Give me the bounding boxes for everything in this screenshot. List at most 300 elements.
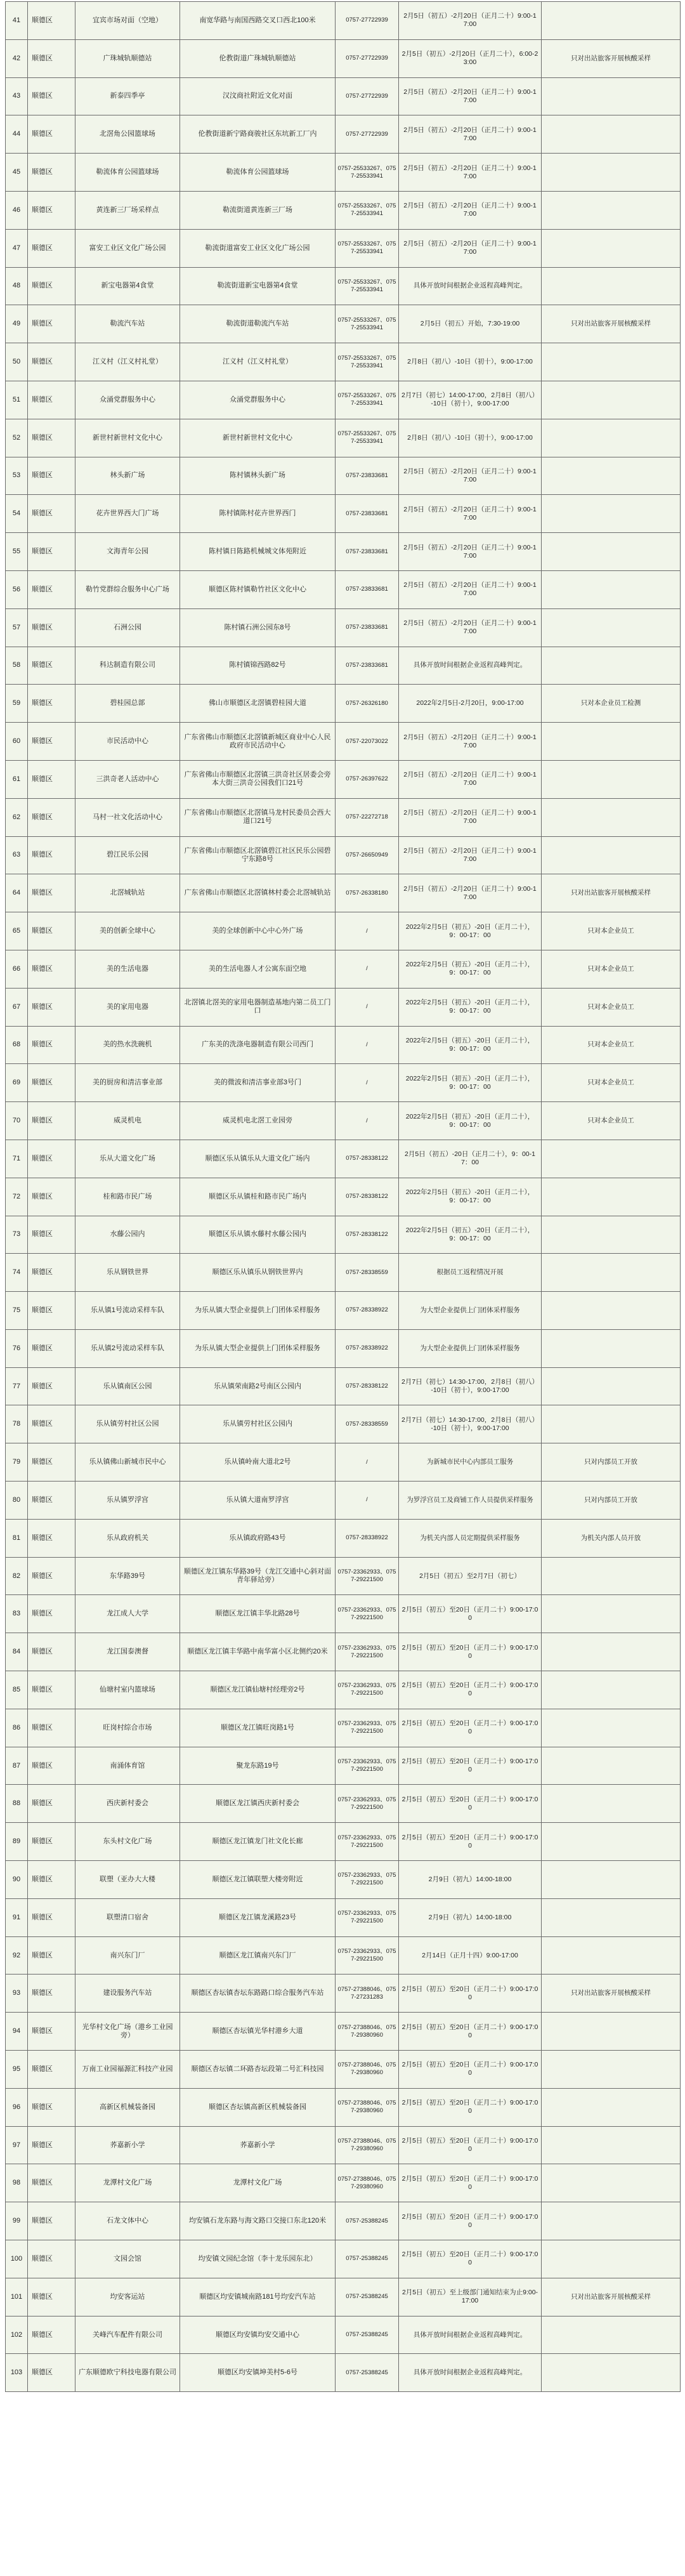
table-row (6, 2, 681, 40)
cell-phone: 0757-26650949 (336, 836, 399, 874)
cell-open-time: 2月5日（初五）-20日（正月二十），9：00-17：00 (399, 1140, 542, 1178)
cell-address: 乐从镇大道南罗浮宫 (180, 1482, 336, 1520)
table-row (6, 1633, 681, 1671)
cell-address: 江义村（江义村礼堂） (180, 343, 336, 381)
cell-phone: 0757-25388245 (336, 2278, 399, 2316)
cell-note (542, 2126, 681, 2164)
cell-site-name: 美的创新全球中心 (75, 912, 180, 950)
cell-open-time: 2月5日（初五）至20日（正月二十）9:00-17:00 (399, 2051, 542, 2089)
cell-phone: 0757-23362933、0757-29221500 (336, 1785, 399, 1823)
cell-phone: / (336, 1064, 399, 1102)
cell-site-name: 石龙文体中心 (75, 2202, 180, 2240)
cell-row-number: 83 (6, 1595, 28, 1633)
cell-row-number: 103 (6, 2354, 28, 2392)
cell-site-name: 乐从镇罗浮宫 (75, 1482, 180, 1520)
cell-phone: 0757-25388245 (336, 2202, 399, 2240)
cell-open-time: 2月5日（初五）-2月20日（正月二十）9:00-17:00 (399, 495, 542, 533)
table-row (6, 1898, 681, 1936)
cell-address: 顺德区乐从镇桂和路市民广场内 (180, 1178, 336, 1216)
cell-note: 只对本企业员工 (542, 1064, 681, 1102)
cell-phone: 0757-25533267、0757-25533941 (336, 191, 399, 229)
cell-note (542, 2240, 681, 2278)
cell-district: 顺德区 (28, 305, 75, 343)
cell-open-time: 2月5日（初五）-2月20日（正月二十）9:00-17:00 (399, 191, 542, 229)
cell-row-number: 90 (6, 1861, 28, 1899)
cell-district: 顺德区 (28, 2354, 75, 2392)
cell-note (542, 1595, 681, 1633)
cell-phone: 0757-26326180 (336, 685, 399, 723)
cell-note (542, 1785, 681, 1823)
cell-district: 顺德区 (28, 1519, 75, 1557)
cell-phone: 0757-25533267、0757-25533941 (336, 229, 399, 267)
cell-district: 顺德区 (28, 1975, 75, 2013)
cell-site-name: 碧桂园总部 (75, 685, 180, 723)
table-row (6, 1254, 681, 1292)
cell-district: 顺德区 (28, 723, 75, 761)
table-row (6, 419, 681, 457)
cell-open-time: 具体开放时间根据企业返程高峰判定。 (399, 2354, 542, 2392)
cell-note (542, 495, 681, 533)
cell-row-number: 101 (6, 2278, 28, 2316)
table-row (6, 647, 681, 685)
cell-address: 顺德区均安镇城南路181号均安汽车站 (180, 2278, 336, 2316)
cell-site-name: 乐从大道文化广场 (75, 1140, 180, 1178)
cell-phone: 0757-26338180 (336, 874, 399, 912)
cell-note (542, 1254, 681, 1292)
cell-address: 广东省佛山市顺德区北滘镇林村委会北滘城轨站 (180, 874, 336, 912)
cell-phone: 0757-23362933、0757-29221500 (336, 1671, 399, 1709)
cell-address: 伦教街道新宁路商骏社区东坑新工厂内 (180, 115, 336, 154)
cell-phone: 0757-27388046、0757-29380960 (336, 2088, 399, 2126)
cell-site-name: 科达制造有限公司 (75, 647, 180, 685)
table-row (6, 570, 681, 608)
cell-address: 汉汶商社附近文化对面 (180, 77, 336, 115)
table-row (6, 305, 681, 343)
table-row (6, 191, 681, 229)
cell-row-number: 72 (6, 1178, 28, 1216)
cell-row-number: 77 (6, 1367, 28, 1405)
cell-address: 勒流街道富安工业区文化广场公园 (180, 229, 336, 267)
table-row (6, 1140, 681, 1178)
cell-open-time: 具体开放时间根据企业返程高峰判定。 (399, 2316, 542, 2354)
table-row (6, 1936, 681, 1975)
cell-district: 顺德区 (28, 1064, 75, 1102)
table-row (6, 229, 681, 267)
cell-site-name: 广东顺德欧宁科技电器有限公司 (75, 2354, 180, 2392)
cell-site-name: 联塑清口宿舍 (75, 1898, 180, 1936)
cell-address: 龙潭村文化广场 (180, 2164, 336, 2202)
cell-row-number: 92 (6, 1936, 28, 1975)
cell-address: 为乐从镇大型企业提供上门团体采样服务 (180, 1292, 336, 1330)
cell-phone: 0757-25533267、0757-25533941 (336, 419, 399, 457)
cell-district: 顺德区 (28, 1936, 75, 1975)
cell-address: 顺德区杏坛镇二环路杏坛段第二号汇科技园 (180, 2051, 336, 2089)
cell-phone: 0757-27388046、0757-27231283 (336, 1975, 399, 2013)
cell-note: 只对出站旅客开展核酸采样 (542, 1975, 681, 2013)
cell-open-time: 2月5日（初五）-2月20日（正月二十）9:00-17:00 (399, 533, 542, 571)
cell-address: 顺德区杏坛镇高新区机械装备园 (180, 2088, 336, 2126)
cell-open-time: 2月5日（初五）-2月20日（正月二十）9:00-17:00 (399, 2, 542, 40)
cell-site-name: 旺岗村综合市场 (75, 1709, 180, 1747)
cell-note (542, 115, 681, 154)
cell-site-name: 众涌党群服务中心 (75, 381, 180, 419)
cell-note (542, 2202, 681, 2240)
cell-district: 顺德区 (28, 229, 75, 267)
cell-phone: 0757-26397622 (336, 760, 399, 798)
cell-site-name: 美的热水洗碗机 (75, 1026, 180, 1064)
cell-address: 顺德区龙江镇南兴东门厂 (180, 1936, 336, 1975)
cell-district: 顺德区 (28, 1102, 75, 1140)
cell-site-name: 勒流汽车站 (75, 305, 180, 343)
cell-row-number: 78 (6, 1405, 28, 1443)
cell-row-number: 85 (6, 1671, 28, 1709)
cell-address: 顺德区龙江镇龙门社文化长廊 (180, 1823, 336, 1861)
cell-open-time: 2022年2月5日（初五）-20日（正月二十），9：00-17：00 (399, 1102, 542, 1140)
cell-row-number: 100 (6, 2240, 28, 2278)
cell-site-name: 光华村文化广场（港乡工业园旁） (75, 2013, 180, 2051)
cell-site-name: 乐从镇劳村社区公园 (75, 1405, 180, 1443)
cell-address: 顺德区乐从镇乐从钢铁世界内 (180, 1254, 336, 1292)
cell-site-name: 勒流体育公园篮球场 (75, 154, 180, 192)
cell-note (542, 798, 681, 836)
table-row (6, 2088, 681, 2126)
cell-site-name: 龙潭村文化广场 (75, 2164, 180, 2202)
cell-row-number: 76 (6, 1329, 28, 1367)
cell-open-time: 2月5日（初五）至20日（正月二十）9:00-17:00 (399, 1747, 542, 1785)
cell-note (542, 1823, 681, 1861)
cell-phone: 0757-25533267、0757-25533941 (336, 154, 399, 192)
cell-open-time: 具体开放时间根据企业返程高峰判定。 (399, 647, 542, 685)
cell-row-number: 54 (6, 495, 28, 533)
cell-row-number: 43 (6, 77, 28, 115)
cell-site-name: 联塑（亚办大大楼 (75, 1861, 180, 1899)
cell-site-name: 东华路39号 (75, 1557, 180, 1595)
cell-note: 只对本企业员工 (542, 912, 681, 950)
cell-address: 陈村镇林头新广场 (180, 457, 336, 495)
cell-site-name: 新宝电器第4食堂 (75, 267, 180, 305)
cell-district: 顺德区 (28, 1292, 75, 1330)
cell-district: 顺德区 (28, 2126, 75, 2164)
cell-address: 乐从镇劳村社区公园内 (180, 1405, 336, 1443)
table-row (6, 343, 681, 381)
cell-note: 只对本企业员工 (542, 1102, 681, 1140)
cell-phone: 0757-23833681 (336, 570, 399, 608)
cell-district: 顺德区 (28, 1329, 75, 1367)
cell-district: 顺德区 (28, 608, 75, 647)
cell-district: 顺德区 (28, 1140, 75, 1178)
table-row (6, 381, 681, 419)
table-row (6, 950, 681, 988)
cell-row-number: 51 (6, 381, 28, 419)
cell-open-time: 2月5日（初五）至20日（正月二十）9:00-17:00 (399, 1785, 542, 1823)
cell-note (542, 1898, 681, 1936)
cell-phone: 0757-23362933、0757-29221500 (336, 1747, 399, 1785)
cell-district: 顺德区 (28, 1026, 75, 1064)
cell-note (542, 1633, 681, 1671)
table-row (6, 2240, 681, 2278)
cell-phone: / (336, 988, 399, 1026)
cell-site-name: 乐从镇2号流动采样车队 (75, 1329, 180, 1367)
cell-note: 为机关内部人员开放 (542, 1519, 681, 1557)
cell-note: 只对内部员工开放 (542, 1482, 681, 1520)
cell-phone: 0757-23833681 (336, 647, 399, 685)
cell-phone: 0757-23362933、0757-29221500 (336, 1595, 399, 1633)
cell-open-time: 2月7日（初七）14:30-17:00，2月8日（初八）-10日（初十），9:00-17:00 (399, 1367, 542, 1405)
cell-phone: 0757-28338122 (336, 1140, 399, 1178)
cell-note (542, 191, 681, 229)
cell-open-time: 2月14日（正月十四）9:00-17:00 (399, 1936, 542, 1975)
cell-site-name: 黄连新三厂场采样点 (75, 191, 180, 229)
cell-phone: 0757-22272718 (336, 798, 399, 836)
cell-open-time: 2月5日（初五）至20日（正月二十）9:00-17:00 (399, 2164, 542, 2202)
cell-site-name: 江义村（江义村礼堂） (75, 343, 180, 381)
cell-address: 伦教街道广珠城轨顺德站 (180, 39, 336, 77)
cell-district: 顺德区 (28, 1367, 75, 1405)
table-row (6, 685, 681, 723)
cell-district: 顺德区 (28, 1254, 75, 1292)
table-row (6, 1557, 681, 1595)
cell-district: 顺德区 (28, 1747, 75, 1785)
cell-note (542, 1861, 681, 1899)
cell-site-name: 花卉世界西大门广场 (75, 495, 180, 533)
cell-district: 顺德区 (28, 988, 75, 1026)
cell-open-time: 2022年2月5日（初五）-20日（正月二十），9：00-17：00 (399, 912, 542, 950)
cell-open-time: 2月5日（初五）-2月20日（正月二十）9:00-17:00 (399, 723, 542, 761)
cell-row-number: 70 (6, 1102, 28, 1140)
table-row (6, 115, 681, 154)
cell-note: 只对内部员工开放 (542, 1443, 681, 1482)
cell-site-name: 马村一社文化活动中心 (75, 798, 180, 836)
cell-row-number: 67 (6, 988, 28, 1026)
table-row (6, 2278, 681, 2316)
cell-phone: 0757-25388245 (336, 2240, 399, 2278)
cell-note (542, 1178, 681, 1216)
cell-site-name: 万南工业园福源汇科技产业园 (75, 2051, 180, 2089)
cell-site-name: 乐从钢铁世界 (75, 1254, 180, 1292)
cell-site-name: 文园会馆 (75, 2240, 180, 2278)
cell-note: 只对出站旅客开展核酸采样 (542, 874, 681, 912)
cell-row-number: 74 (6, 1254, 28, 1292)
cell-site-name: 西庆新村委会 (75, 1785, 180, 1823)
cell-district: 顺德区 (28, 381, 75, 419)
cell-note (542, 154, 681, 192)
cell-phone: 0757-23833681 (336, 533, 399, 571)
cell-district: 顺德区 (28, 685, 75, 723)
cell-site-name: 乐从镇1号流动采样车队 (75, 1292, 180, 1330)
cell-site-name: 南涌体育馆 (75, 1747, 180, 1785)
table-row (6, 1026, 681, 1064)
cell-note (542, 381, 681, 419)
table-row (6, 1671, 681, 1709)
cell-site-name: 仙塘村室内篮球场 (75, 1671, 180, 1709)
cell-note (542, 1671, 681, 1709)
cell-district: 顺德区 (28, 1443, 75, 1482)
cell-open-time: 2月7日（初七）14:30-17:00，2月8日（初八）-10日（初十），9:00-17:00 (399, 1405, 542, 1443)
table-row (6, 1367, 681, 1405)
table-row (6, 1178, 681, 1216)
cell-district: 顺德区 (28, 419, 75, 457)
cell-row-number: 60 (6, 723, 28, 761)
cell-open-time: 2月5日（初五）至20日（正月二十）9:00-17:00 (399, 1633, 542, 1671)
cell-row-number: 65 (6, 912, 28, 950)
cell-note: 只对出站旅客开展核酸采样 (542, 305, 681, 343)
table-row (6, 2126, 681, 2164)
cell-phone: 0757-23362933、0757-29221500 (336, 1557, 399, 1595)
cell-phone: 0757-27722939 (336, 2, 399, 40)
cell-row-number: 48 (6, 267, 28, 305)
cell-address: 顺德区陈村镇勒竹社区文化中心 (180, 570, 336, 608)
cell-address: 南宽华路与南国西路交叉口西北100米 (180, 2, 336, 40)
cell-site-name: 关峰汽车配件有限公司 (75, 2316, 180, 2354)
cell-row-number: 46 (6, 191, 28, 229)
cell-open-time: 2月8日（初八）-10日（初十），9:00-17:00 (399, 343, 542, 381)
cell-address: 均安镇文园纪念馆（李十龙乐园东北） (180, 2240, 336, 2278)
cell-open-time: 2022年2月5日（初五）-20日（正月二十），9：00-17：00 (399, 1178, 542, 1216)
cell-address: 新世村新世村文化中心 (180, 419, 336, 457)
cell-address: 众涌党群服务中心 (180, 381, 336, 419)
cell-open-time: 2月5日（初五）-2月20日（正月二十）9:00-17:00 (399, 154, 542, 192)
cell-address: 陈村镇石洲公园东8号 (180, 608, 336, 647)
cell-site-name: 乐从镇佛山新城市民中心 (75, 1443, 180, 1482)
cell-open-time: 2月5日（初五）至20日（正月二十）9:00-17:00 (399, 1595, 542, 1633)
cell-open-time: 2月5日（初五）至20日（正月二十）9:00-17:00 (399, 1709, 542, 1747)
cell-note (542, 2051, 681, 2089)
cell-address: 为乐从镇大型企业提供上门团体采样服务 (180, 1329, 336, 1367)
cell-row-number: 47 (6, 229, 28, 267)
cell-open-time: 2月5日（初五）-2月20日（正月二十）9:00-17:00 (399, 874, 542, 912)
cell-address: 美的微波和清洁事业部3号门 (180, 1064, 336, 1102)
cell-site-name: 南兴东门厂 (75, 1936, 180, 1975)
cell-phone: 0757-23362933、0757-29221500 (336, 1861, 399, 1899)
cell-row-number: 61 (6, 760, 28, 798)
cell-note (542, 2316, 681, 2354)
cell-row-number: 68 (6, 1026, 28, 1064)
cell-site-name: 新世村新世村文化中心 (75, 419, 180, 457)
cell-phone: 0757-28338122 (336, 1216, 399, 1254)
cell-open-time: 2月5日（初五）至20日（正月二十）9:00-17:00 (399, 1671, 542, 1709)
cell-note (542, 77, 681, 115)
cell-district: 顺德区 (28, 1709, 75, 1747)
cell-phone: 0757-27388046、0757-29380960 (336, 2164, 399, 2202)
cell-phone: 0757-27388046、0757-29380960 (336, 2126, 399, 2164)
cell-district: 顺德区 (28, 1785, 75, 1823)
cell-open-time: 2月5日（初五）-2月20日（正月二十），6:00-23:00 (399, 39, 542, 77)
cell-address: 顺德区杏坛镇杏坛东路路口综合服务汽车站 (180, 1975, 336, 2013)
cell-open-time: 2月7日（初七）14:00-17:00，2月8日（初八）-10日（初十），9:00-17:00 (399, 381, 542, 419)
cell-district: 顺德区 (28, 2278, 75, 2316)
table-row (6, 39, 681, 77)
cell-row-number: 84 (6, 1633, 28, 1671)
cell-site-name: 美的厨房和清洁事业部 (75, 1064, 180, 1102)
cell-open-time: 2月5日（初五）至20日（正月二十）9:00-17:00 (399, 1823, 542, 1861)
cell-row-number: 53 (6, 457, 28, 495)
cell-row-number: 75 (6, 1292, 28, 1330)
cell-address: 聚龙东路19号 (180, 1747, 336, 1785)
cell-address: 陈村镇陈村花卉世界西门 (180, 495, 336, 533)
cell-address: 顺德区均安镇均安交通中心 (180, 2316, 336, 2354)
cell-site-name: 美的生活电器 (75, 950, 180, 988)
cell-address: 顺德区龙江镇丰华路中南华富小区北侧约20米 (180, 1633, 336, 1671)
cell-row-number: 45 (6, 154, 28, 192)
cell-address: 荞嘉新小学 (180, 2126, 336, 2164)
cell-address: 顺德区龙江镇东华路39号（龙江交通中心斜对面青年驿站旁） (180, 1557, 336, 1595)
cell-row-number: 56 (6, 570, 28, 608)
cell-phone: 0757-25388245 (336, 2316, 399, 2354)
cell-site-name: 北滘角公园篮球场 (75, 115, 180, 154)
cell-row-number: 66 (6, 950, 28, 988)
table-row (6, 1823, 681, 1861)
cell-row-number: 50 (6, 343, 28, 381)
cell-open-time: 2022年2月5日-2月20日，9:00-17:00 (399, 685, 542, 723)
cell-note (542, 1329, 681, 1367)
cell-row-number: 52 (6, 419, 28, 457)
cell-address: 广东省佛山市顺德区北滘镇三洪奇社区居委会旁本大街三洪奇公园我们口21号 (180, 760, 336, 798)
table-row (6, 2202, 681, 2240)
cell-district: 顺德区 (28, 2088, 75, 2126)
table-row (6, 2013, 681, 2051)
table-row (6, 1405, 681, 1443)
cell-phone: 0757-25533267、0757-25533941 (336, 381, 399, 419)
cell-row-number: 88 (6, 1785, 28, 1823)
cell-address: 顺德区龙江镇龙溪路23号 (180, 1898, 336, 1936)
table-row (6, 1709, 681, 1747)
cell-phone: 0757-27388046、0757-29380960 (336, 2051, 399, 2089)
cell-address: 均安镇石龙东路与海文路口交接口东北120米 (180, 2202, 336, 2240)
table-row (6, 1975, 681, 2013)
table-row (6, 2051, 681, 2089)
table-row (6, 154, 681, 192)
cell-site-name: 碧江民乐公园 (75, 836, 180, 874)
cell-district: 顺德区 (28, 343, 75, 381)
cell-district: 顺德区 (28, 950, 75, 988)
cell-district: 顺德区 (28, 836, 75, 874)
cell-phone: 0757-25533267、0757-25533941 (336, 267, 399, 305)
cell-district: 顺德区 (28, 1405, 75, 1443)
cell-district: 顺德区 (28, 570, 75, 608)
cell-district: 顺德区 (28, 912, 75, 950)
cell-site-name: 龙江成人大学 (75, 1595, 180, 1633)
cell-phone: / (336, 912, 399, 950)
cell-site-name: 东头村文化广场 (75, 1823, 180, 1861)
cell-district: 顺德区 (28, 1823, 75, 1861)
cell-phone: 0757-23362933、0757-29221500 (336, 1709, 399, 1747)
cell-address: 陈村镇锦西路82号 (180, 647, 336, 685)
cell-note (542, 229, 681, 267)
cell-open-time: 2月5日（初五）-2月20日（正月二十）9:00-17:00 (399, 77, 542, 115)
cell-address: 乐从镇荣南路2号南区公园内 (180, 1367, 336, 1405)
cell-open-time: 2022年2月5日（初五）-20日（正月二十），9：00-17：00 (399, 1216, 542, 1254)
cell-open-time: 2月5日（初五）至上级部门通知结束为止9:00-17:00 (399, 2278, 542, 2316)
cell-note (542, 1747, 681, 1785)
cell-site-name: 勒竹党群综合服务中心广场 (75, 570, 180, 608)
cell-address: 勒流街道勒流汽车站 (180, 305, 336, 343)
cell-note (542, 2, 681, 40)
cell-note (542, 457, 681, 495)
cell-open-time: 2月5日（初五）-2月20日（正月二十）9:00-17:00 (399, 229, 542, 267)
cell-row-number: 93 (6, 1975, 28, 2013)
table-row (6, 1595, 681, 1633)
cell-site-name: 新泰四季亭 (75, 77, 180, 115)
cell-note (542, 1936, 681, 1975)
cell-site-name: 石洲公园 (75, 608, 180, 647)
table-body (6, 2, 681, 2392)
cell-site-name: 龙江国泰澳督 (75, 1633, 180, 1671)
cell-row-number: 94 (6, 2013, 28, 2051)
cell-site-name: 宜宾市场对面（空地） (75, 2, 180, 40)
cell-note (542, 2088, 681, 2126)
cell-row-number: 73 (6, 1216, 28, 1254)
table-row (6, 1861, 681, 1899)
